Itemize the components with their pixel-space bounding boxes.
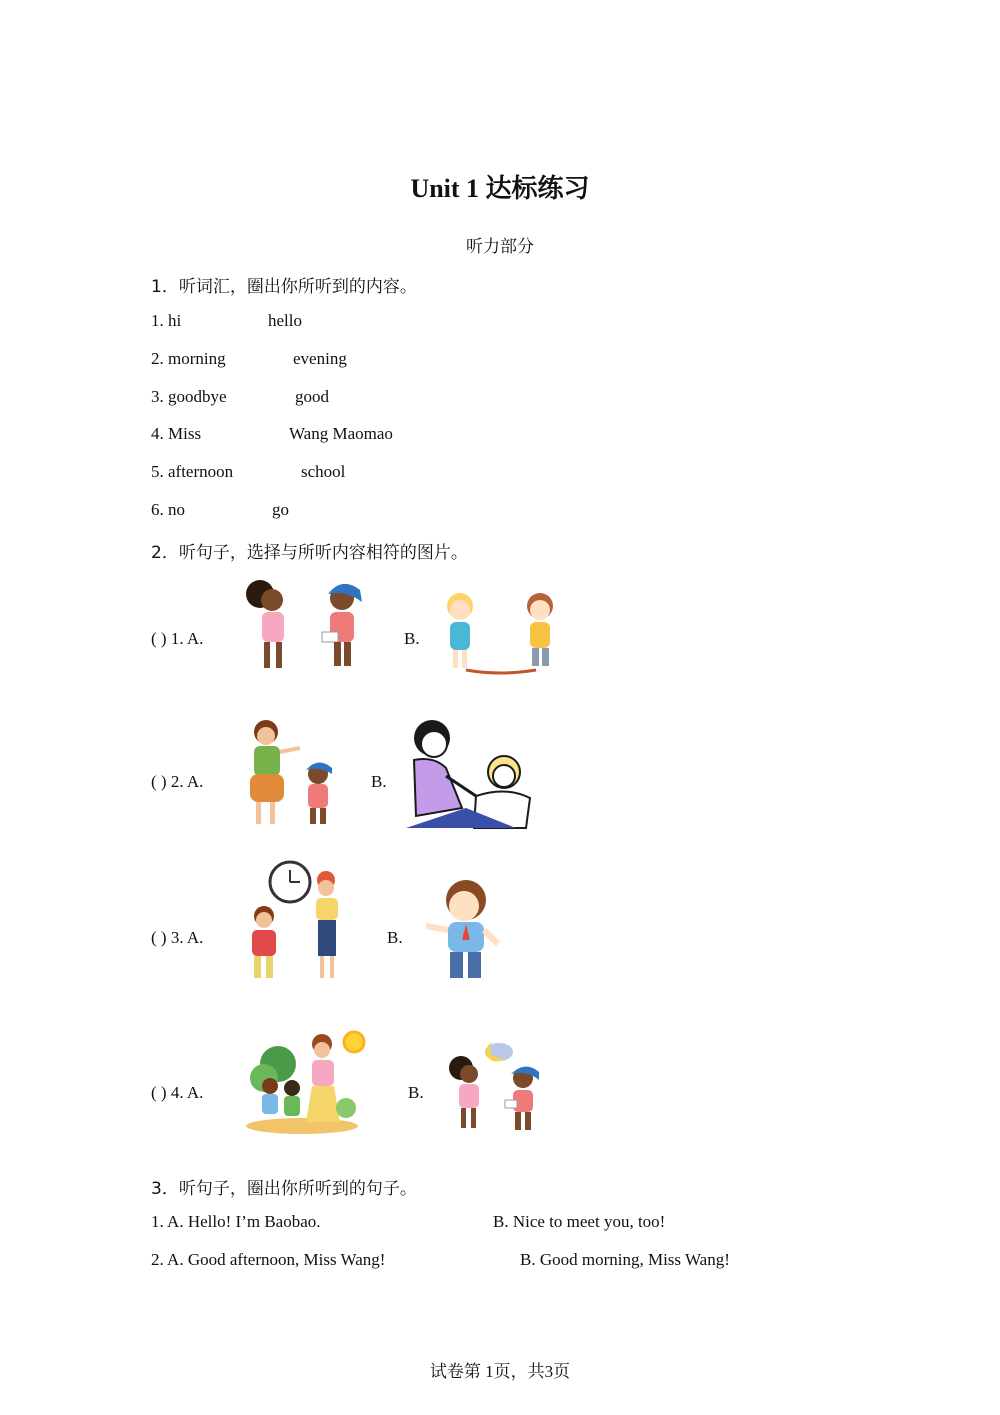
q2-item-1-label: ( ) 1. A. [151, 629, 204, 648]
q1-item-6-b: go [272, 500, 289, 519]
page-title: Unit 1 达标练习 [410, 174, 590, 203]
q2-item-3-label: ( ) 3. A. [151, 928, 204, 947]
q2-2b-mother-child-bed-picture [406, 716, 532, 830]
q2-item-2-b-label: B. [371, 772, 387, 791]
q1-item-6-a: 6. no [151, 500, 185, 519]
q2-1a-two-kids-greeting-picture [242, 572, 372, 676]
q3-item-1-b: B. Nice to meet you, too! [493, 1212, 666, 1231]
q2-item-1-b-label: B. [404, 629, 420, 648]
section-title: 听力部分 [466, 237, 534, 257]
q1-item-2-a: 2. morning [151, 349, 226, 368]
q2-item-3-b-label: B. [387, 928, 403, 947]
q2-3a-clock-boy-teacher-picture [242, 860, 352, 984]
q1-item-4-a: 4. Miss [151, 424, 202, 443]
q3-heading: 3．听句子，圈出你所听到的句子。 [151, 1179, 417, 1199]
q2-item-2-label: ( ) 2. A. [151, 772, 204, 791]
page-footer: 试卷第 1页，共3页 [429, 1362, 571, 1381]
q2-4a-teacher-kids-sun-picture [242, 1028, 370, 1134]
q3-item-1-a: 1. A. Hello! I’m Baobao. [151, 1212, 321, 1231]
q3-item-2-b: B. Good morning, Miss Wang! [520, 1250, 730, 1269]
q2-4b-kids-moon-picture [443, 1038, 543, 1134]
q2-3b-boy-waving-picture [422, 878, 502, 984]
q2-item-4-label: ( ) 4. A. [151, 1083, 204, 1102]
q1-item-1-b: hello [268, 311, 302, 330]
q1-item-5-a: 5. afternoon [151, 462, 234, 481]
q2-1b-two-kids-waving-picture [436, 586, 566, 676]
q1-item-5-b: school [301, 462, 346, 481]
q2-item-4-b-label: B. [408, 1083, 424, 1102]
q1-heading: 1．听词汇，圈出你所听到的内容。 [151, 277, 417, 297]
q1-item-4-b: Wang Maomao [289, 424, 393, 443]
q3-item-2-a: 2. A. Good afternoon, Miss Wang! [151, 1250, 386, 1269]
q2-heading: 2．听句子，选择与所听内容相符的图片。 [151, 543, 468, 563]
q1-item-3-a: 3. goodbye [151, 387, 227, 406]
q1-item-3-b: good [295, 387, 329, 406]
q2-2a-teacher-and-boy-picture [242, 716, 342, 828]
q1-item-1-a: 1. hi [151, 311, 182, 330]
q1-item-2-b: evening [293, 349, 347, 368]
